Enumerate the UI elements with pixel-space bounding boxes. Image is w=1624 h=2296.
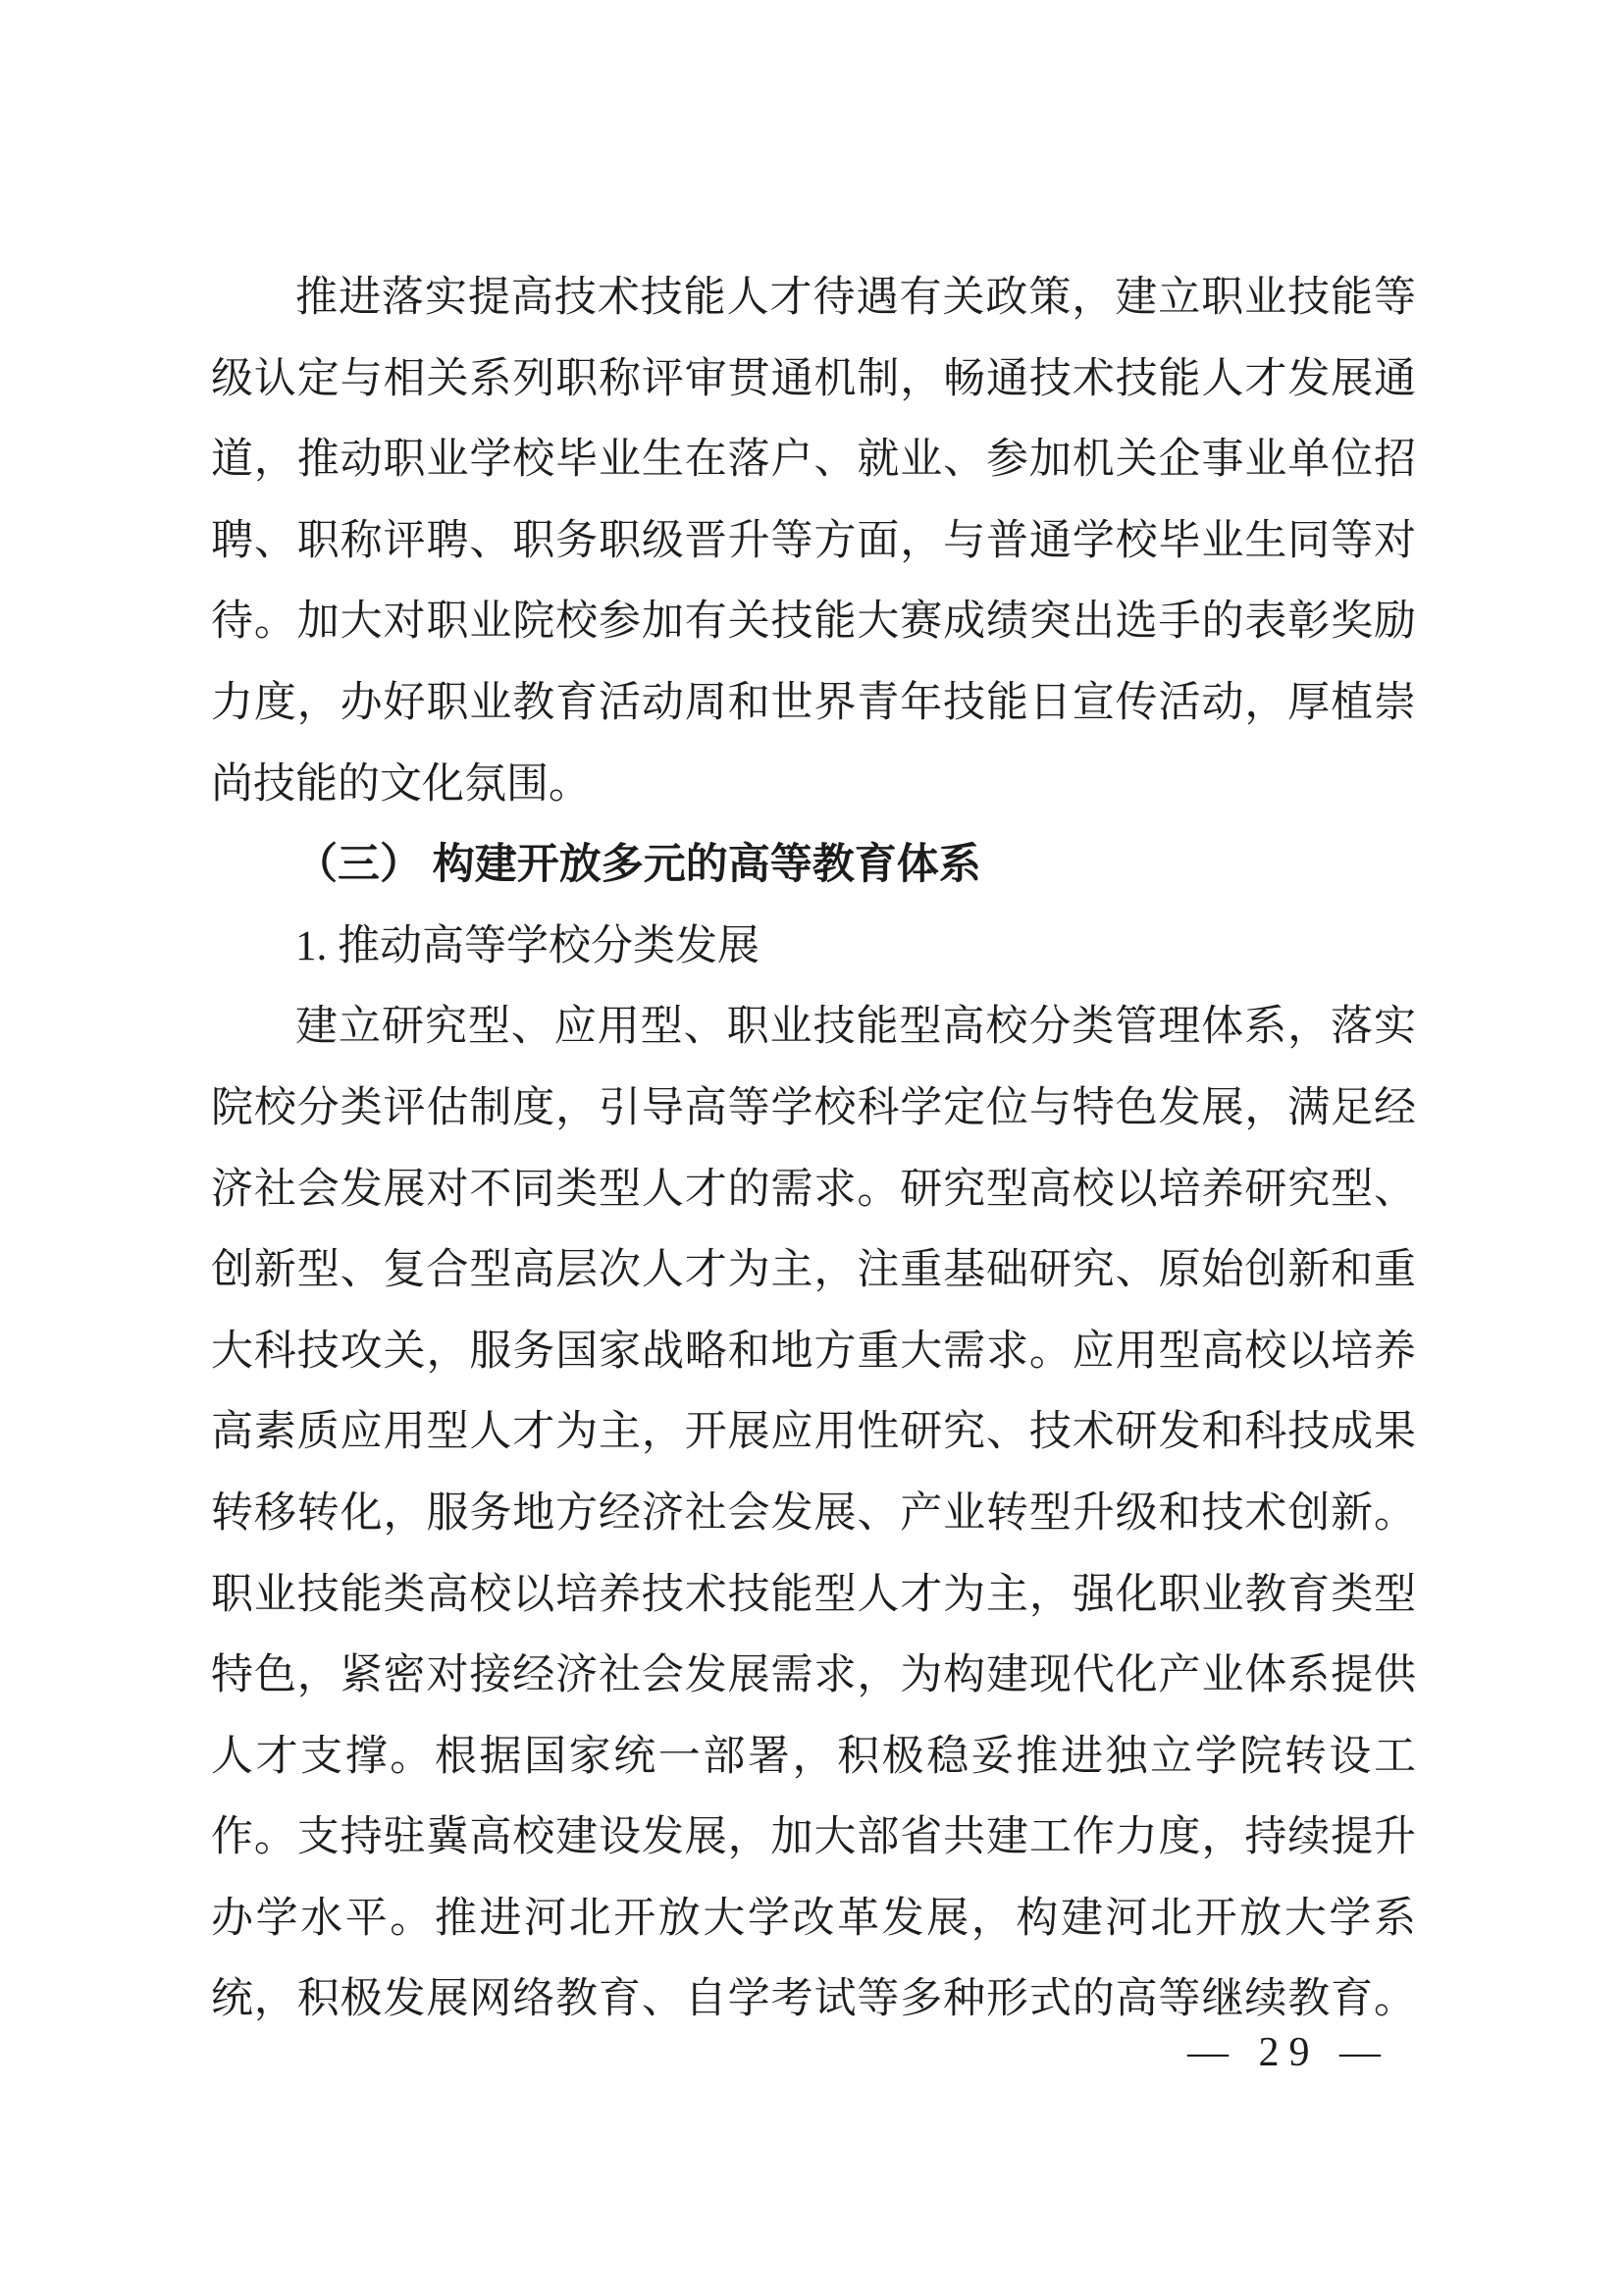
- text-line: 建立研究型、应用型、职业技能型高校分类管理体系，落实: [295, 1004, 1416, 1051]
- text-line: 大科技攻关，服务国家战略和地方重大需求。应用型高校以培养: [211, 1328, 1416, 1375]
- text-line: 力度，办好职业教育活动周和世界青年技能日宣传活动，厚植崇: [211, 679, 1416, 726]
- text-line: 统，积极发展网络教育、自学考试等多种形式的高等继续教育。: [211, 1976, 1416, 2023]
- document-body: [211, 258, 1416, 2041]
- text-line: 道，推动职业学校毕业生在落户、就业、参加机关企事业单位招: [211, 437, 1416, 484]
- text-line: 推进落实提高技术技能人才待遇有关政策，建立职业技能等: [295, 275, 1416, 321]
- text-line: 尚技能的文化氛围。: [211, 760, 591, 808]
- text-line: 高素质应用型人才为主，开展应用性研究、技术研发和科技成果: [211, 1409, 1416, 1456]
- page-number: — 29 —: [1187, 2030, 1390, 2075]
- text-line: 转移转化，服务地方经济社会发展、产业转型升级和技术创新。: [211, 1489, 1416, 1537]
- text-line: 人才支撑。根据国家统一部署，积极稳妥推进独立学院转设工: [211, 1733, 1416, 1780]
- text-line: 作。支持驻冀高校建设发展，加大部省共建工作力度，持续提升: [211, 1814, 1416, 1861]
- text-line: 院校分类评估制度，引导高等学校科学定位与特色发展，满足经: [211, 1084, 1416, 1131]
- text-line: 级认定与相关系列职称评审贯通机制，畅通技术技能人才发展通: [211, 355, 1416, 402]
- text-line: 创新型、复合型高层次人才为主，注重基础研究、原始创新和重: [211, 1247, 1416, 1294]
- text-line: 待。加大对职业院校参加有关技能大赛成绩突出选手的表彰奖励: [211, 599, 1416, 646]
- text-line: 聘、职称评聘、职务职级晋升等方面，与普通学校毕业生同等对: [211, 517, 1416, 564]
- text-line: 1. 推动高等学校分类发展: [295, 922, 760, 969]
- text-line: 济社会发展对不同类型人才的需求。研究型高校以培养研究型、: [211, 1166, 1416, 1213]
- text-line: 特色，紧密对接经济社会发展需求，为构建现代化产业体系提供: [211, 1652, 1416, 1699]
- section-heading: （三） 构建开放多元的高等教育体系: [295, 842, 981, 889]
- text-line: 职业技能类高校以培养技术技能型人才为主，强化职业教育类型: [211, 1571, 1416, 1618]
- text-line: 办学水平。推进河北开放大学改革发展，构建河北开放大学系: [211, 1895, 1416, 1942]
